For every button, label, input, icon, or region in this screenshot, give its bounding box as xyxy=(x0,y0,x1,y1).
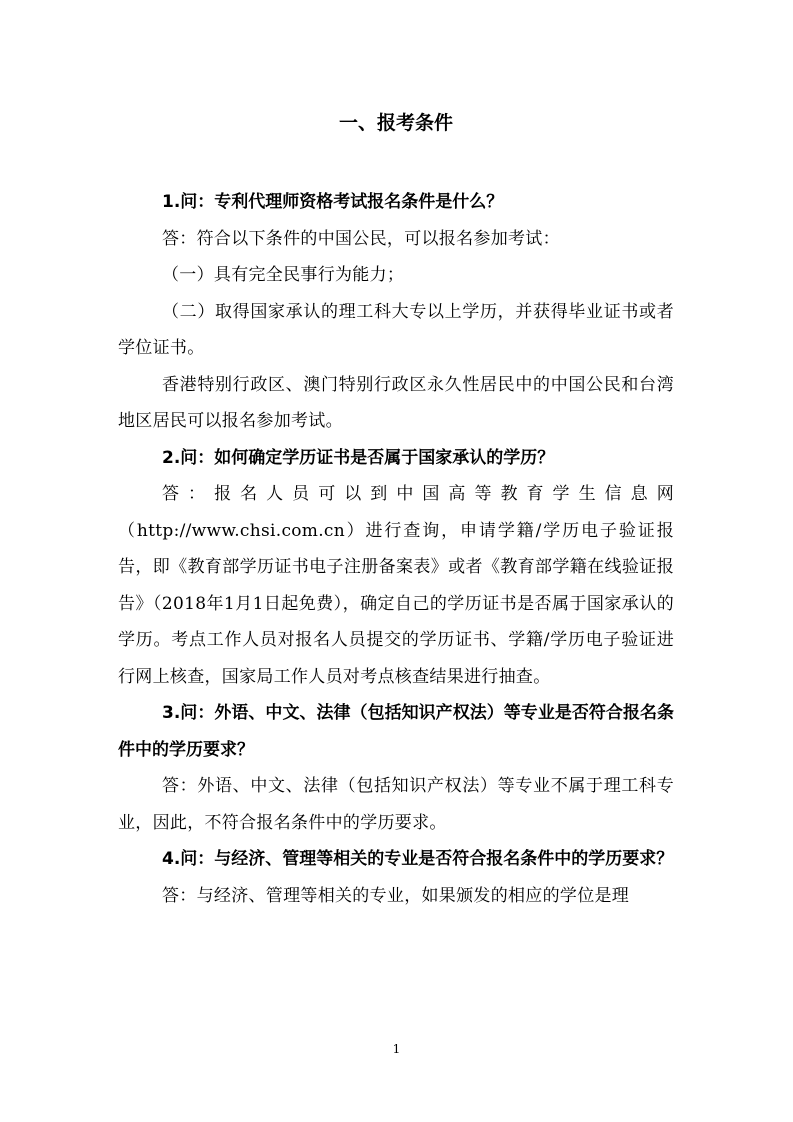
qa-item xyxy=(118,184,674,440)
question-4: 4.问：与经济、管理等相关的专业是否符合报名条件中的学历要求？ xyxy=(162,849,674,869)
answer-1-paragraph-3: （二）取得国家承认的理工科大专以上学历，并获得毕业证书或者学位证书。 xyxy=(118,301,674,358)
question-2: 2.问：如何确定学历证书是否属于国家承认的学历？ xyxy=(162,447,555,468)
question-1: 1.问：专利代理师资格考试报名条件是什么？ xyxy=(162,192,504,212)
section-title: 一、报考条件 xyxy=(338,112,453,134)
answer-2-paragraph-1: 答：报名人员可以到中国高等教育学生信息网（http://www.chsi.com.cn）进行查询，申请学籍/学历电子验证报告，即《教育部学历证书电子注册备案表》或者《教育部学籍在线验证报告》（2018年1月1日起免费），确定自己的学历证书是否属于国家承认的学历。考点工作人员对报名人员提交的学历证书、学籍/学历电子验证进行网上核查，国家局工作人员对考点核查结果进行抽查。 xyxy=(118,484,674,687)
answer-3-paragraph-1: 答：外语、中文、法律（包括知识产权法）等专业不属于理工科专业，因此，不符合报名条件中的学历要求。 xyxy=(118,776,674,833)
page-number: 1 xyxy=(392,1042,401,1056)
question-3: 3.问：外语、中文、法律（包括知识产权法）等专业是否符合报名条件中的学历要求？ xyxy=(118,703,674,760)
answer-1-paragraph-2: （一）具有完全民事行为能力； xyxy=(162,265,405,285)
answer-4-paragraph-1: 答：与经济、管理等相关的专业，如果颁发的相应的学位是理 xyxy=(162,885,630,906)
document-body xyxy=(118,108,674,914)
qa-item xyxy=(118,695,674,841)
qa-item xyxy=(118,440,674,696)
answer-1-paragraph-1: 答：符合以下条件的中国公民，可以报名参加考试： xyxy=(162,228,560,249)
qa-item xyxy=(118,841,674,914)
answer-1-paragraph-4: 香港特别行政区、澳门特别行政区永久性居民中的中国公民和台湾地区居民可以报名参加考试。 xyxy=(118,374,674,431)
